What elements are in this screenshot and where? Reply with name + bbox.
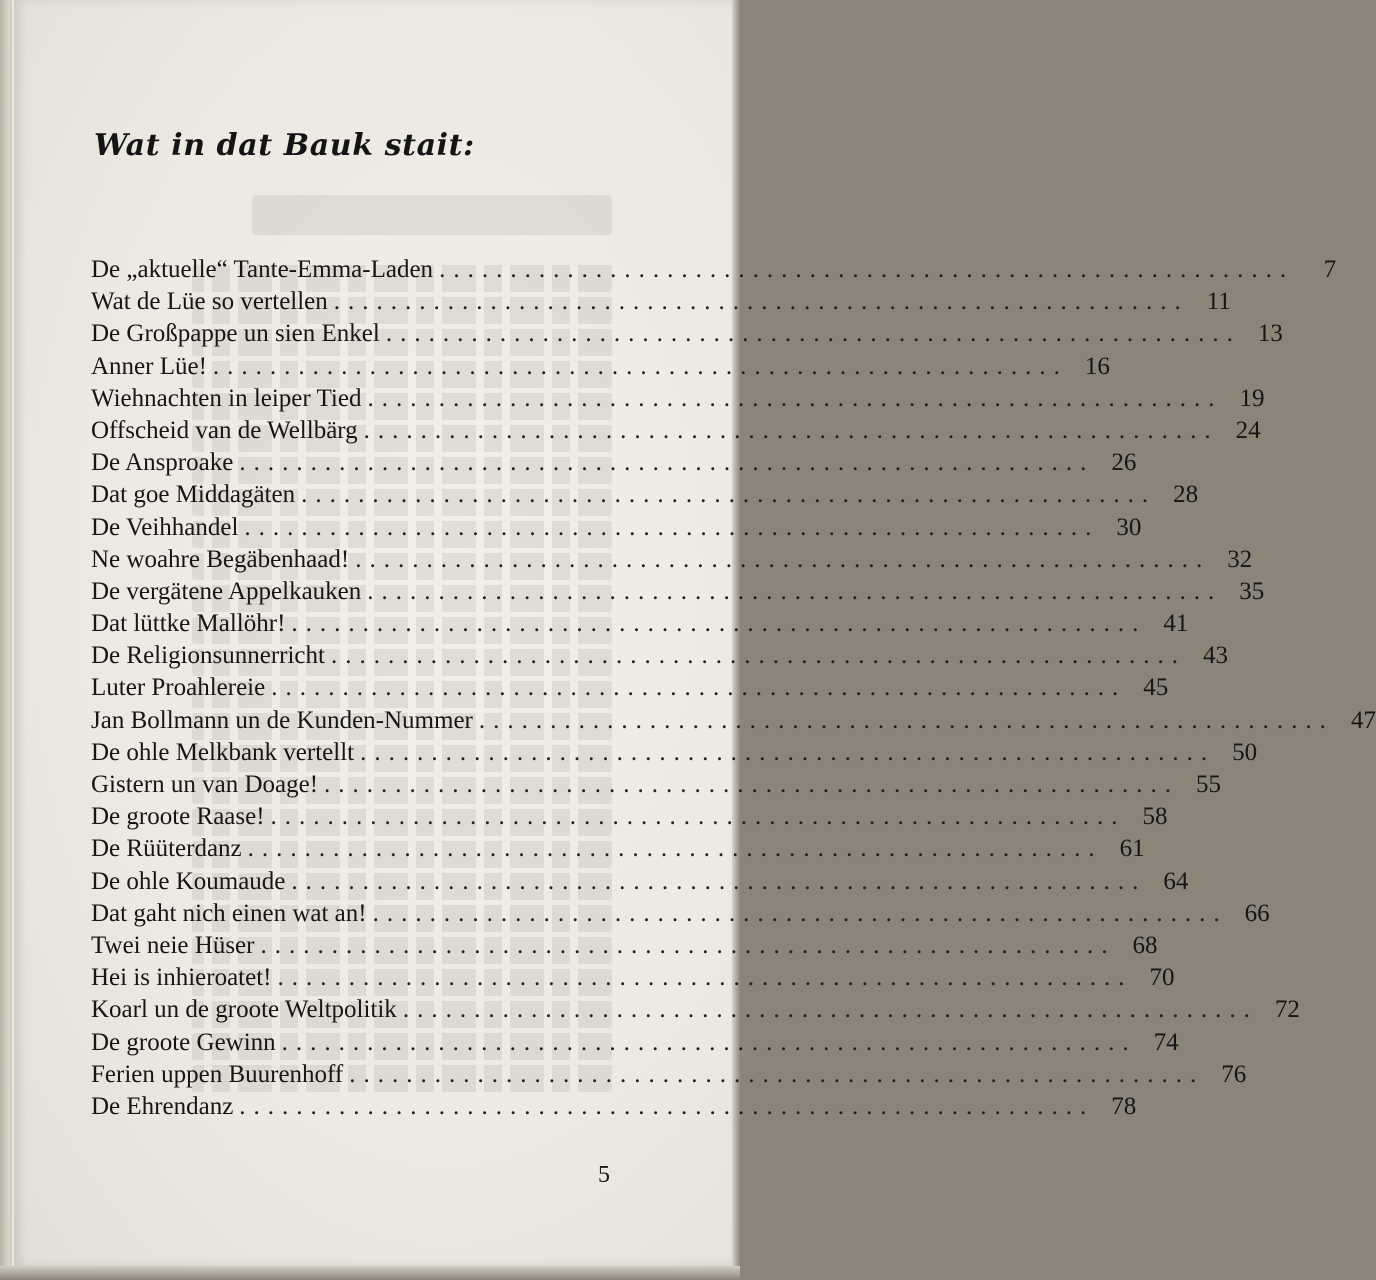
dot-leader: ............................................................ bbox=[478, 706, 1334, 734]
dot-leader: ............................................................ bbox=[247, 835, 1103, 863]
dot-leader: ............................................................ bbox=[244, 513, 1100, 541]
dot-leader: ............................................................ bbox=[324, 771, 1180, 798]
dot-leader: ............................................................ bbox=[367, 577, 1223, 605]
dot-leader: ............................................................ bbox=[212, 352, 1068, 380]
toc-entry-title: De vergätene Appelkauken bbox=[91, 577, 362, 605]
toc-entry bbox=[91, 898, 1270, 930]
toc-entry-title: Wat de Lüe so vertellen bbox=[91, 288, 328, 316]
dot-leader: ............................................................ bbox=[372, 899, 1228, 927]
dot-leader: ............................................................ bbox=[281, 1028, 1137, 1056]
dot-leader: ............................................................ bbox=[402, 996, 1258, 1024]
toc-entry-page: 64 bbox=[1163, 867, 1189, 895]
toc-entry-page: 19 bbox=[1239, 384, 1265, 412]
toc-entry bbox=[91, 866, 1189, 898]
toc-entry-page: 74 bbox=[1153, 1028, 1179, 1056]
toc-entry-title: Ne woahre Begäbenhaad! bbox=[91, 545, 350, 573]
dot-leader: ............................................................ bbox=[330, 642, 1186, 670]
dot-leader: ............................................................ bbox=[301, 481, 1157, 509]
toc-entry-title: De ohle Koumaude bbox=[91, 867, 286, 895]
toc-entry bbox=[91, 254, 1337, 286]
page-bottom-edge bbox=[0, 1266, 740, 1280]
toc-entry-title: De ohle Melkbank vertellt bbox=[91, 738, 355, 766]
toc-entry-page: 24 bbox=[1235, 416, 1261, 444]
toc-entry-page: 30 bbox=[1116, 513, 1142, 541]
facing-page-edge bbox=[0, 0, 12, 1280]
dot-leader: ............................................................ bbox=[277, 964, 1133, 992]
toc-entry-page: 68 bbox=[1132, 931, 1158, 959]
toc-entry bbox=[91, 640, 1228, 672]
dot-leader: ............................................................ bbox=[239, 1092, 1095, 1120]
toc-entry-page: 13 bbox=[1257, 320, 1283, 348]
toc-entry-page: 16 bbox=[1084, 352, 1110, 380]
toc-entry bbox=[91, 672, 1169, 704]
dot-leader: ............................................................ bbox=[385, 320, 1241, 348]
toc-entry-title: Jan Bollmann un de Kunden-Nummer bbox=[91, 706, 473, 734]
contents-heading: Wat in dat Bauk stait: bbox=[94, 128, 475, 163]
toc-entry bbox=[91, 447, 1137, 479]
toc-entry bbox=[91, 994, 1300, 1026]
toc-entry bbox=[91, 801, 1168, 833]
toc-entry bbox=[91, 415, 1261, 447]
dot-leader: ............................................................ bbox=[271, 674, 1127, 702]
toc-entry bbox=[91, 705, 1376, 737]
toc-entry-page: 61 bbox=[1119, 835, 1145, 863]
dot-leader: ............................................................ bbox=[333, 288, 1189, 316]
toc-entry bbox=[91, 383, 1265, 415]
table-of-contents bbox=[91, 254, 1376, 1123]
toc-entry-page: 28 bbox=[1173, 481, 1199, 509]
toc-entry-title: De groote Gewinn bbox=[91, 1028, 276, 1056]
toc-entry-title: De Ehrendanz bbox=[91, 1092, 234, 1120]
toc-entry-title: De Rüüterdanz bbox=[91, 835, 242, 863]
toc-entry-page: 41 bbox=[1163, 610, 1189, 638]
toc-entry-title: Anner Lüe! bbox=[91, 352, 207, 380]
dot-leader: ............................................................ bbox=[367, 384, 1223, 412]
toc-entry-title: Luter Proahlereie bbox=[91, 674, 266, 702]
toc-entry bbox=[91, 769, 1222, 801]
toc-entry-page: 45 bbox=[1143, 674, 1169, 702]
toc-entry bbox=[91, 544, 1253, 576]
toc-entry-title: Dat gaht nich einen wat an! bbox=[91, 899, 367, 927]
toc-entry-page: 72 bbox=[1274, 996, 1300, 1024]
toc-entry-page: 47 bbox=[1350, 706, 1376, 734]
toc-entry-title: Wiehnachten in leiper Tied bbox=[91, 384, 362, 412]
toc-entry-title: Ferien uppen Buurenhoff bbox=[91, 1060, 344, 1088]
toc-entry-page: 35 bbox=[1239, 577, 1265, 605]
toc-entry bbox=[91, 351, 1110, 383]
dot-leader: ............................................................ bbox=[291, 867, 1147, 895]
toc-entry bbox=[91, 576, 1265, 608]
page-number: 5 bbox=[598, 1162, 610, 1188]
toc-entry-page: 7 bbox=[1323, 256, 1337, 283]
toc-entry-page: 70 bbox=[1149, 964, 1175, 992]
toc-entry bbox=[91, 608, 1189, 640]
toc-entry bbox=[91, 962, 1175, 994]
toc-entry bbox=[91, 479, 1199, 511]
toc-entry-page: 11 bbox=[1206, 288, 1231, 316]
dot-leader: ............................................................ bbox=[349, 1060, 1205, 1088]
toc-entry-page: 50 bbox=[1232, 738, 1258, 766]
toc-entry bbox=[91, 930, 1158, 962]
toc-entry-title: Offscheid van de Wellbärg bbox=[91, 416, 358, 444]
toc-entry-page: 76 bbox=[1221, 1060, 1247, 1088]
dot-leader: ............................................................ bbox=[363, 416, 1219, 444]
dot-leader: ............................................................ bbox=[239, 449, 1095, 477]
toc-entry-page: 78 bbox=[1111, 1092, 1137, 1120]
toc-entry bbox=[91, 318, 1283, 350]
toc-entry bbox=[91, 512, 1142, 544]
toc-entry bbox=[91, 833, 1145, 865]
toc-entry bbox=[91, 1027, 1179, 1059]
toc-entry-title: De Religionsunnerricht bbox=[91, 642, 325, 670]
toc-entry-title: Koarl un de groote Weltpolitik bbox=[91, 996, 397, 1024]
dot-leader: ............................................................ bbox=[355, 545, 1211, 573]
toc-entry bbox=[91, 1059, 1247, 1091]
dot-leader: ............................................................ bbox=[270, 803, 1126, 831]
toc-entry bbox=[91, 1091, 1137, 1123]
toc-entry-title: De Großpappe un sien Enkel bbox=[91, 320, 380, 348]
toc-entry-title: Twei neie Hüser bbox=[91, 931, 255, 959]
toc-entry-page: 66 bbox=[1244, 899, 1270, 927]
toc-entry-page: 32 bbox=[1227, 545, 1253, 573]
toc-entry-title: Dat lüttke Mallöhr! bbox=[91, 610, 286, 638]
toc-entry-title: Hei is inhieroatet! bbox=[91, 964, 272, 992]
toc-entry-title: De „aktuelle“ Tante-Emma-Laden bbox=[91, 256, 434, 283]
toc-entry-title: De Ansproake bbox=[91, 449, 234, 477]
toc-entry bbox=[91, 737, 1258, 769]
dot-leader: ............................................................ bbox=[360, 738, 1216, 766]
toc-entry-title: De Veihhandel bbox=[91, 513, 239, 541]
dot-leader: ............................................................ bbox=[260, 931, 1116, 959]
toc-entry-page: 55 bbox=[1196, 771, 1222, 798]
toc-entry bbox=[91, 286, 1231, 318]
toc-entry-page: 43 bbox=[1202, 642, 1228, 670]
toc-entry-title: De groote Raase! bbox=[91, 803, 265, 831]
toc-entry-page: 26 bbox=[1111, 449, 1137, 477]
dot-leader: ............................................................ bbox=[439, 256, 1295, 283]
toc-entry-title: Gistern un van Doage! bbox=[91, 771, 319, 798]
toc-entry-title: Dat goe Middagäten bbox=[91, 481, 296, 509]
dot-leader: ............................................................ bbox=[291, 610, 1147, 638]
toc-entry-page: 58 bbox=[1142, 803, 1168, 831]
